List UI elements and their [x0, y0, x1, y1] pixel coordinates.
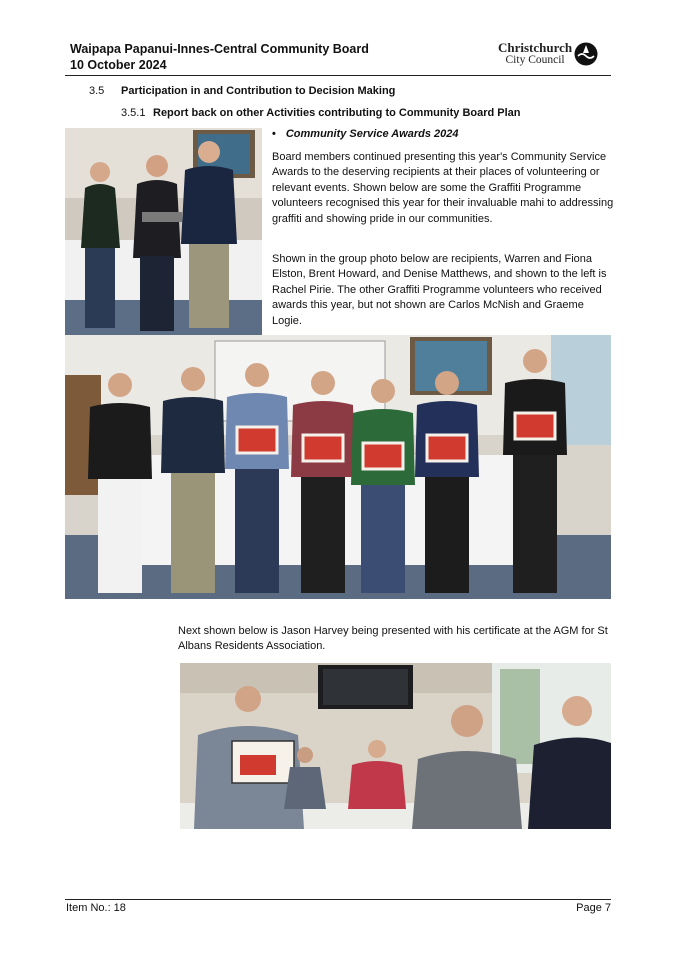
section-number: 3.5: [89, 85, 105, 97]
bullet-heading-text: Community Service Awards 2024: [285, 128, 459, 140]
paragraph-group-recipients: Shown in the group photo below are recipients, Warren and Fiona Elston, Brent Howard, and Denise Matthews, and shown to the left is Rachel Pirie. The other Graffiti Programme volunteers who received awards this year, but not shown are Carlos McNish and Graeme Logie.: [272, 253, 607, 327]
certificate-7: [515, 413, 555, 439]
person-4-head: [311, 371, 335, 395]
certificate-3: [237, 427, 277, 453]
bullet-icon: •: [272, 128, 276, 140]
photo-graffiti-volunteers-group: [65, 335, 611, 599]
subsection-number: 3.5.1: [121, 107, 146, 119]
person-6-head: [435, 371, 459, 395]
person-1-legs: [98, 479, 142, 593]
council-emblem-icon: [574, 42, 598, 66]
certificate-5: [363, 443, 403, 469]
person-7-legs: [513, 455, 557, 593]
person-5-legs: [361, 485, 405, 593]
person-2-legs: [171, 473, 215, 593]
logo-line-1: Christchurch: [498, 40, 573, 55]
person-2-head: [181, 367, 205, 391]
bullet-heading: [272, 128, 458, 140]
person-4-legs: [301, 477, 345, 593]
person-2-body: [161, 397, 225, 473]
person-5-head: [371, 379, 395, 403]
person-6-legs: [425, 477, 469, 593]
council-logo: [498, 42, 602, 68]
page-number: Page 7: [576, 902, 611, 914]
logo-line-2: City Council: [505, 54, 565, 66]
section-title: Participation in and Contribution to Decision Making: [121, 85, 396, 97]
footer-rule: [65, 899, 611, 900]
photo-rachel-pirie-award: [65, 128, 262, 346]
header-rule: [65, 75, 611, 76]
paragraph-awards-intro: Board members continued presenting this year's Community Service Awards to the deserving recipients at their places of volunteering or relevant events. Shown below are some the Graffiti Programme volunteers recognised this year for their invaluable mahi to addressing graffiti and showing pride in our communities.: [272, 151, 614, 225]
subsection-heading: [121, 107, 521, 119]
board-title: [70, 41, 369, 73]
section-heading: [89, 85, 395, 97]
meeting-date: 10 October 2024: [70, 58, 167, 72]
photo-jason-harvey-certificate: [180, 663, 611, 829]
item-number: Item No.: 18: [66, 902, 126, 914]
certificate-4: [303, 435, 343, 461]
board-name: Waipapa Papanui-Innes-Central Community Board: [70, 42, 369, 56]
person-3-head: [245, 363, 269, 387]
person-1-body: [88, 403, 152, 479]
person-1-head: [108, 373, 132, 397]
paragraph-jason-harvey: Next shown below is Jason Harvey being presented with his certificate at the AGM for St Albans Residents Association.: [178, 625, 608, 653]
person-3-legs: [235, 469, 279, 593]
subsection-title: Report back on other Activities contributing to Community Board Plan: [153, 107, 521, 119]
certificate-6: [427, 435, 467, 461]
person-7-head: [523, 349, 547, 373]
